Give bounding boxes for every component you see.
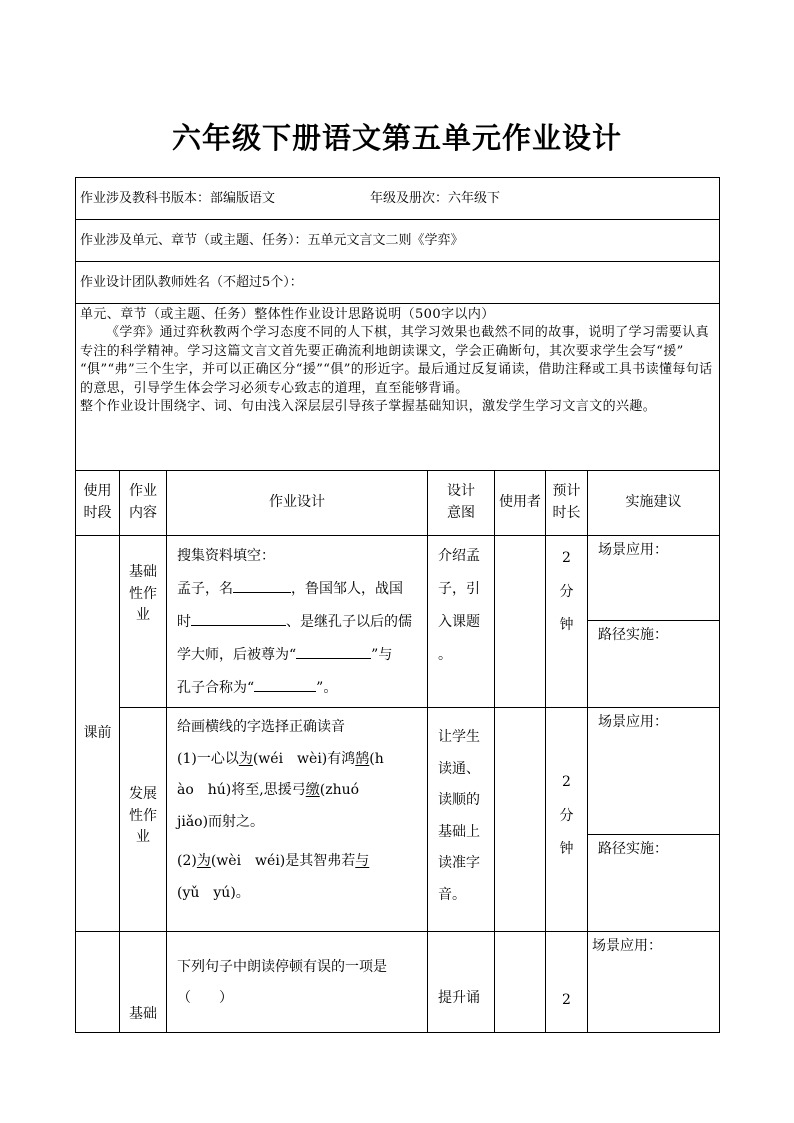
description-para-3: 整个作业设计围绕字、词、句由浅入深层层引导孩子掌握基础知识，激发学生学习文言文的兴趣。 [80, 399, 657, 415]
unit-info-row [76, 220, 720, 262]
team-label: 作业设计团队教师姓名（不超过5个）： [80, 274, 303, 290]
intent-development: 让学生 读通、 读顺的 基础上 读准字 音。 [428, 708, 495, 932]
header-suggestion: 实施建议 [588, 471, 720, 536]
grade-value: 六年级下 [448, 190, 501, 206]
answer-blank[interactable] [191, 611, 286, 626]
header-content: 作业 内容 [120, 471, 167, 536]
team-info-row [76, 262, 720, 304]
answer-blank[interactable] [254, 677, 316, 692]
scene-application-2: 场景应用： [588, 708, 720, 835]
content-basic-2: 基础 [120, 932, 167, 1033]
time-development: 2 分 钟 [546, 708, 588, 932]
design-pause-question: 下列句子中朗读停顿有误的一项是 （ ） [167, 932, 428, 1033]
design-pronunciation: 给画横线的字选择正确读音 (1)一心以为(wéi wèi)有鸿鹄(h ào hú)将至,思援弓缴(zhuó jiǎo)而射之。 (2)为(wèi wéi)是其智弗若与 (yǔ yú)。 [167, 708, 428, 932]
unit-value: 五单元文言文二则《学弈》 [307, 232, 464, 248]
textbook-value: 部编版语文 [210, 190, 276, 206]
header-period: 使用 时段 [76, 471, 120, 536]
design-description [76, 304, 720, 471]
description-para-2: “俱”“弗”三个生字，并可以正确区分“援”“俱”的形近字。最后通过反复诵读，借助注释或工具书读懂每句话的意思，引导学生体会学习必须专心致志的道理，直至能够背诵。 [80, 362, 713, 396]
header-intent: 设计 意图 [428, 471, 495, 536]
description-heading: 单元、章节（或主题、任务）整体性作业设计思路说明（500字以内） [80, 307, 495, 322]
unit-label: 作业涉及单元、章节（或主题、任务）： [80, 232, 308, 248]
user-development [495, 708, 546, 932]
header-time: 预计 时长 [546, 471, 588, 536]
path-implementation-1: 路径实施： [588, 621, 720, 708]
scene-application-1: 场景应用： [588, 536, 720, 621]
time-basic: 2 分 钟 [546, 536, 588, 708]
period-empty [76, 932, 120, 1033]
design-fill-blank: 搜集资料填空： 孟子，名 ，鲁国邹人，战国 时 、是继孔子以后的儒 学大师，后被尊为“ ”与 孔子合称为“ ”。 [167, 536, 428, 708]
scene-application-3: 场景应用： [588, 932, 720, 1033]
grade-label: 年级及册次： [370, 190, 449, 206]
assignment-table [75, 177, 720, 1033]
user-basic [495, 536, 546, 708]
path-implementation-2: 路径实施： [588, 835, 720, 932]
answer-blank[interactable] [296, 644, 371, 659]
period-before-class: 课前 [76, 536, 120, 932]
content-basic: 基础 性作 业 [120, 536, 167, 708]
intent-basic: 介绍孟 子，引 入课题 。 [428, 536, 495, 708]
description-para-1: 《学弈》通过弈秋教两个学习态度不同的人下棋，其学习效果也截然不同的故事，说明了学习需要认真专注的科学精神。学习这篇文言文首先要正确流利地朗读课文，学会正确断句，其次要求学生会写“援” [80, 325, 710, 359]
page-title: 六年级下册语文第五单元作业设计 [171, 121, 622, 155]
textbook-info-row [76, 178, 720, 220]
answer-blank[interactable] [233, 578, 291, 593]
intent-basic-2: 提升诵 [428, 932, 495, 1033]
header-user: 使用者 [495, 471, 546, 536]
textbook-label: 作业涉及教科书版本： [80, 190, 211, 206]
header-design: 作业设计 [167, 471, 428, 536]
user-basic-2 [495, 932, 546, 1033]
content-development: 发展 性作 业 [120, 708, 167, 932]
time-basic-2: 2 [546, 932, 588, 1033]
